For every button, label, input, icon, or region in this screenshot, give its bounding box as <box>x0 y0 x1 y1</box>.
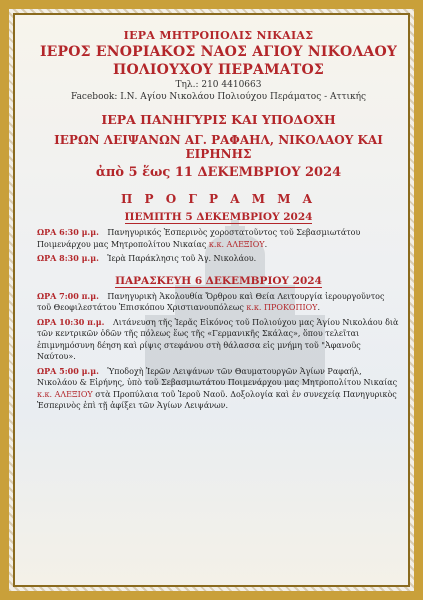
schedule-event <box>37 227 400 250</box>
event-highlight: κ.κ. ΑΛΕΞΙΟΥ <box>37 389 93 399</box>
event-text: Λιτάνευση τῆς Ἱερᾶς Εἰκόνος τοῦ Πολιούχου μας Ἁγίου Νικολάου διὰ τῶν κεντρικῶν ὁδῶν τῆς πόλεως ἕως τῆς «Γερμανικῆς Σκάλας», ὅπου τελεῖται ἐπιμνημόσυνη δέηση καὶ ρίψις στεφάνου στὴ θάλασσα εἰς μνήμη τοῦ "Ἀφανοῦς Ναύτου». <box>37 317 399 361</box>
event-time: ΩΡΑ 5:00 μ.μ. <box>37 365 99 376</box>
event-highlight: κ.κ. ΑΛΕΞΙΟΥ <box>208 239 265 249</box>
schedule-event <box>37 366 400 412</box>
event-highlight: κ.κ. ΠΡΟΚΟΠΙΟΥ <box>246 303 318 312</box>
event-time: ΩΡΑ 6:30 μ.μ. <box>37 227 99 237</box>
feast-title-line2: ΙΕΡΩΝ ΛΕΙΨΑΝΩΝ ΑΓ. ΡΑΦΑΗΛ, ΝΙΚΟΛΑΟΥ ΚΑΙ ΕΙΡΗΝΗΣ <box>54 133 383 161</box>
feast-title-line1: ΙΕΡΑ ΠΑΝΗΓΥΡΙΣ ΚΑΙ ΥΠΟΔΟΧΗ <box>101 112 336 127</box>
day-label: ΠΑΡΑΣΚΕΥΗ 6 ΔΕΚΕΜΒΡΙΟΥ 2024 <box>115 274 322 287</box>
page-background <box>13 13 410 587</box>
day-label: ΠΕΜΠΤΗ 5 ΔΕΚΕΜΒΡΙΟΥ 2024 <box>124 211 313 223</box>
schedule-event <box>37 253 400 265</box>
schedule-event <box>37 291 400 314</box>
church-name-line1: ΙΕΡΟΣ ΕΝΟΡΙΑΚΟΣ ΝΑΟΣ ΑΓΙΟΥ ΝΙΚΟΛΑΟΥ <box>39 44 398 60</box>
metropolis-heading: ΙΕΡΑ ΜΗΤΡΟΠΟΛΙΣ ΝΙΚΑΙΑΣ <box>123 29 314 42</box>
church-name-line2: ΠΟΛΙΟΥΧΟΥ ΠΕΡΑΜΑΤΟΣ <box>113 62 324 78</box>
event-text: Πανηγυρικός Ἑσπερινὸς χοροστατοῦντος τοῦ Σεβασμιωτάτου Ποιμενάρχου μας Μητροπολίτου Νικαίας <box>37 228 361 249</box>
flyer-content <box>37 27 400 415</box>
facebook-page: Facebook: Ι.Ν. Αγίου Νικολάου Πολιούχου Περάματος - Αττικής <box>70 92 367 102</box>
feast-dates: ἀπὸ 5 ἕως 11 ΔΕΚΕΜΒΡΙΟΥ 2024 <box>95 165 342 180</box>
day-heading-friday <box>37 275 400 287</box>
program-title: Π Ρ Ο Γ Ρ Α Μ Μ Α <box>121 192 316 206</box>
event-text: Πανηγυρικὴ Ἀκολουθία Ὄρθρου καὶ Θεία Λειτουργία ἱερουργοῦντος τοῦ Θεοφιλεστάτου Ἐπισκόπου Χριστιανουπόλεως <box>37 291 385 312</box>
event-text: Ἱερὰ Παράκλησις τοῦ Ἁγ. Νικολάου. <box>107 254 257 263</box>
event-after: στὰ Προπύλαια τοῦ Ἱεροῦ Ναοῦ. Δοξολογία καὶ ἐν συνεχείᾳ Πανηγυρικὸς Ἑσπερινὸς ἐπὶ τῇ ἀφίξει τῶν Ἁγίων Λειψάνων. <box>37 389 397 410</box>
phone-number: Τηλ.: 210 4410663 <box>175 80 262 90</box>
event-time: ΩΡΑ 8:30 μ.μ. <box>37 253 99 263</box>
day-heading-thursday <box>37 211 400 223</box>
event-after: . <box>317 303 320 312</box>
event-after: . <box>264 239 268 249</box>
schedule-event <box>37 317 400 363</box>
event-text: Ὑποδοχὴ Ἱερῶν Λειψάνων τῶν Θαυματουργῶν Ἁγίων Ραφαήλ, Νικολάου & Εἰρήνης, ὑπὸ τοῦ Σεβασμιωτάτου Ποιμενάρχου μας Μητροπολίτου Νικαίας <box>37 366 398 387</box>
event-time: ΩΡΑ 10:30 π.μ. <box>37 316 105 327</box>
event-time: ΩΡΑ 7:00 π.μ. <box>37 290 99 301</box>
